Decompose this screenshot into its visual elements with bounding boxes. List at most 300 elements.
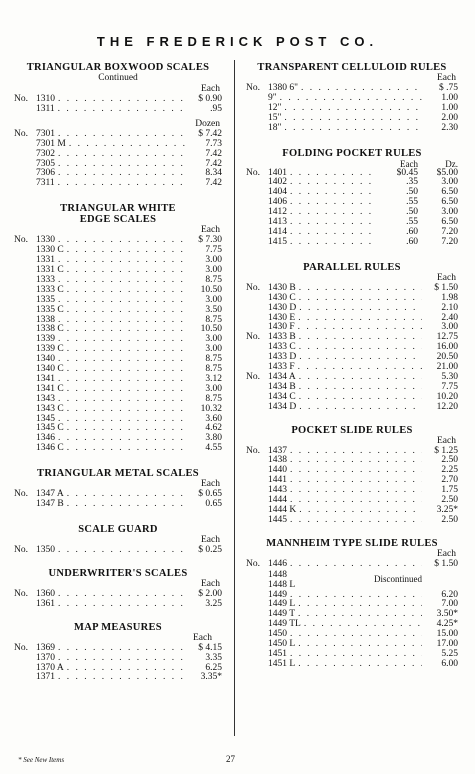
item-price-each: $0.45	[396, 167, 418, 178]
leader-dots	[290, 198, 378, 208]
item-price: $ 1.50	[434, 558, 458, 569]
item-price: 8.75	[205, 393, 222, 404]
leader-dots	[58, 355, 186, 365]
leader-dots	[67, 365, 186, 375]
item-price: 1.00	[441, 102, 458, 113]
item-number: 1434 B	[268, 381, 296, 392]
leader-dots	[58, 335, 186, 345]
item-price: 7.75	[205, 245, 222, 256]
unit-label: Each	[201, 535, 220, 545]
leader-dots	[290, 228, 378, 238]
item-price: 3.50*	[436, 609, 458, 620]
price-row	[14, 105, 222, 115]
item-number: 1361	[36, 598, 55, 609]
price-list	[246, 560, 458, 670]
leader-dots	[67, 490, 186, 500]
item-price: 3.35*	[200, 672, 222, 683]
item-number: 1335 C	[36, 304, 64, 315]
item-price: 2.25	[441, 465, 458, 476]
item-number: 1330	[36, 235, 55, 246]
item-number: 1451 L	[268, 658, 296, 669]
leader-dots	[290, 238, 378, 248]
item-number: 1340	[36, 354, 55, 365]
item-price: 10.50	[200, 284, 222, 295]
item-price: 3.50	[205, 304, 222, 315]
item-price: 4.25*	[436, 619, 458, 630]
item-price-each: .55	[406, 197, 418, 208]
item-number: 1438	[268, 455, 287, 466]
item-price: 3.00	[205, 264, 222, 275]
item-number: 18"	[268, 122, 282, 133]
item-price: $ .75	[439, 83, 458, 93]
item-price: 20.50	[436, 352, 458, 363]
leader-dots	[58, 395, 186, 405]
item-price: 21.00	[436, 362, 458, 373]
item-price: 2.40	[441, 312, 458, 323]
footnote: * See New Items	[18, 756, 65, 764]
item-number: 1445	[268, 514, 287, 525]
leader-dots	[290, 466, 422, 476]
item-number: 1346 C	[36, 443, 64, 454]
section-title: PARALLEL RULES	[303, 261, 401, 273]
unit-label: Each	[437, 272, 456, 283]
item-number: 7305	[36, 158, 55, 169]
item-number: 1347 A	[36, 489, 64, 500]
item-prefix: No.	[14, 94, 28, 104]
item-number: 1341 C	[36, 383, 64, 394]
item-number: 1449	[268, 589, 287, 600]
leader-dots	[290, 560, 422, 570]
leader-dots	[299, 393, 422, 403]
item-number: 1449 TL	[268, 619, 301, 630]
leader-dots	[284, 104, 422, 114]
item-number: 1414	[268, 226, 287, 237]
item-price: 3.00	[205, 255, 222, 266]
item-number: 1343 C	[36, 403, 64, 414]
section-title: POCKET SLIDE RULES	[291, 424, 413, 436]
column-divider	[234, 60, 235, 736]
item-number: 1406	[268, 197, 287, 208]
item-price: 3.25	[205, 598, 222, 609]
item-number: 1440	[268, 465, 287, 476]
item-number: 1343	[36, 393, 55, 404]
price-list	[14, 546, 222, 556]
section-title: TRANSPARENT CELLULOID RULES	[257, 62, 447, 73]
item-price: 6.00	[441, 658, 458, 669]
price-row	[246, 124, 458, 134]
item-number: 1330 C	[36, 245, 64, 256]
item-price-each: .50	[406, 187, 418, 198]
page-title: THE FREDERICK POST CO.	[96, 34, 379, 49]
leader-dots	[299, 353, 422, 363]
price-row	[14, 444, 222, 454]
unit-label: Dozen	[195, 118, 220, 129]
item-price-each: .60	[406, 226, 418, 237]
item-price-dozen: 7.20	[441, 226, 458, 237]
item-price: 3.80	[205, 433, 222, 444]
item-number: 1448	[268, 569, 287, 580]
leader-dots	[58, 316, 186, 326]
price-list	[14, 130, 222, 189]
item-number: 1345 C	[36, 423, 64, 434]
item-price: 4.55	[205, 443, 222, 454]
price-list	[246, 169, 458, 248]
leader-dots	[298, 363, 422, 373]
section-title: FOLDING POCKET RULES	[282, 147, 422, 159]
section-folding-pocket	[246, 148, 458, 248]
leader-dots	[58, 434, 186, 444]
section-parallel	[246, 262, 458, 413]
leader-dots	[67, 246, 186, 256]
item-number: 1413	[268, 217, 287, 228]
item-price: 3.35	[205, 652, 222, 663]
item-number: 1433 F	[268, 362, 295, 373]
item-prefix: No.	[14, 642, 28, 653]
leader-dots	[299, 284, 422, 294]
leader-dots	[58, 654, 186, 664]
item-price: 5.25	[441, 648, 458, 659]
price-list	[246, 284, 458, 413]
section-title: TRIANGULAR WHITE EDGE SCALES	[60, 203, 176, 226]
leader-dots	[67, 306, 186, 316]
price-row	[246, 569, 458, 584]
item-price-each: .60	[406, 236, 418, 247]
item-number: 1310	[36, 94, 55, 104]
item-prefix: No.	[14, 128, 28, 139]
item-number: 1433 B	[268, 332, 296, 343]
price-row	[14, 500, 222, 510]
leader-dots	[284, 114, 422, 124]
price-row	[14, 673, 222, 683]
item-number: 1441	[268, 475, 287, 486]
item-number: 1430 D	[268, 302, 297, 313]
item-price: 8.75	[205, 274, 222, 285]
unit-label: Each	[201, 578, 220, 589]
item-prefix: No.	[246, 371, 260, 382]
section-pocket-slide	[246, 425, 458, 526]
price-list	[246, 447, 458, 526]
item-number: 1450 L	[268, 639, 296, 650]
page-number: 27	[226, 754, 235, 764]
item-price: $ 0.90	[198, 94, 222, 104]
item-number: 1338	[36, 314, 55, 325]
item-prefix: No.	[246, 83, 260, 93]
price-row	[246, 403, 458, 413]
leader-dots	[298, 640, 422, 650]
leader-dots	[58, 169, 186, 179]
item-price: $ 1.50	[434, 282, 458, 293]
leader-dots	[58, 276, 186, 286]
item-number: 1444 K	[268, 505, 297, 515]
leader-dots	[298, 660, 422, 670]
item-number: 1370 A	[36, 662, 64, 673]
leader-dots	[290, 447, 422, 457]
section-subtitle: Continued	[98, 73, 138, 83]
item-number: 1311	[36, 103, 55, 114]
unit-label: Each	[437, 435, 456, 446]
unit-label: Each	[201, 479, 220, 490]
section-triangular-white-edge	[14, 203, 222, 454]
leader-dots	[58, 296, 186, 306]
leader-dots	[299, 304, 422, 314]
leader-dots	[67, 345, 186, 355]
item-number: 9"	[268, 92, 277, 103]
item-number: 1340 C	[36, 364, 64, 375]
item-price: $ 0.65	[198, 489, 222, 500]
item-prefix: No.	[14, 489, 28, 500]
section-title: TRIANGULAR METAL SCALES	[37, 468, 199, 480]
item-number: 1371	[36, 672, 55, 683]
leader-dots	[58, 160, 186, 170]
leader-dots	[67, 385, 186, 395]
item-price: 12.20	[436, 401, 458, 412]
item-number: 7301	[36, 128, 55, 139]
item-number: 15"	[268, 112, 282, 123]
price-row	[246, 84, 458, 94]
item-price: 17.00	[436, 639, 458, 650]
item-number: 1451	[268, 648, 287, 659]
unit-label-dozen: Dz.	[445, 158, 458, 169]
item-price: 3.60	[205, 413, 222, 424]
price-list	[14, 490, 222, 510]
item-price: 8.75	[205, 354, 222, 365]
item-number: 1404	[268, 187, 287, 198]
item-price: 7.42	[205, 158, 222, 169]
item-number: 1430 C	[268, 292, 296, 303]
item-number: 1446	[268, 558, 287, 569]
item-prefix: No.	[14, 545, 28, 555]
item-price: $ 7.30	[198, 235, 222, 246]
leader-dots	[304, 620, 422, 630]
leader-dots	[299, 333, 422, 343]
item-number: 1437	[268, 445, 287, 456]
item-price: 1.00	[441, 92, 458, 103]
item-price: 10.32	[200, 403, 222, 414]
leader-dots	[290, 178, 378, 188]
leader-dots	[67, 286, 186, 296]
unit-label: Each	[437, 73, 456, 83]
item-number: 1434 C	[268, 391, 296, 402]
item-price: $ 2.00	[198, 588, 222, 599]
item-price: 5.30	[441, 371, 458, 382]
price-row	[14, 179, 222, 189]
section-title: UNDERWRITER'S SCALES	[48, 567, 188, 579]
item-number: 7302	[36, 148, 55, 159]
section-underwriters	[14, 568, 222, 610]
leader-dots	[299, 403, 422, 413]
item-price: 2.10	[441, 302, 458, 313]
item-price-dozen: 6.50	[441, 197, 458, 208]
leader-dots	[299, 373, 422, 383]
item-number: 1339	[36, 334, 55, 345]
item-price: 10.50	[200, 324, 222, 335]
leader-dots	[67, 266, 186, 276]
item-number: 1347 B	[36, 499, 64, 510]
leader-dots	[67, 500, 186, 510]
leader-dots	[58, 600, 186, 610]
item-number: 1444	[268, 495, 287, 506]
section-title: MAP MEASURES	[74, 621, 162, 633]
item-price-each: .35	[406, 177, 418, 188]
leader-dots	[67, 444, 186, 454]
item-number: 1450	[268, 629, 287, 640]
item-price: $ 1.25	[434, 445, 458, 456]
item-number: 1339 C	[36, 344, 64, 355]
item-number: 7301 M	[36, 138, 66, 149]
leader-dots	[67, 424, 186, 434]
leader-dots	[290, 476, 422, 486]
item-price: 7.75	[441, 381, 458, 392]
item-price: 3.25*	[436, 505, 458, 515]
item-price-dozen: 3.00	[441, 177, 458, 188]
item-number: 1433 C	[268, 342, 296, 353]
item-number: 12"	[268, 102, 282, 113]
item-price-each: .50	[406, 207, 418, 218]
item-number: 1333	[36, 274, 55, 285]
item-number: 1412	[268, 207, 287, 218]
item-price: 6.20	[441, 589, 458, 600]
item-prefix: No.	[246, 282, 260, 293]
item-number: 1341	[36, 373, 55, 384]
section-triangular-metal	[14, 468, 222, 510]
item-price: 7.42	[205, 178, 222, 189]
leader-dots	[298, 600, 422, 610]
leader-dots	[58, 105, 186, 115]
item-number: 1346	[36, 433, 55, 444]
item-number: 1345	[36, 413, 55, 424]
item-number: 1430 F	[268, 322, 295, 333]
leader-dots	[58, 546, 186, 556]
item-number: 1443	[268, 485, 287, 496]
price-list	[14, 644, 222, 684]
item-price: $ 7.42	[198, 128, 222, 139]
item-number: 1401	[268, 167, 287, 178]
item-number: 1360	[36, 588, 55, 599]
item-number: 1430 B	[268, 282, 296, 293]
item-price: 3.12	[205, 373, 222, 384]
leader-dots	[299, 506, 422, 516]
leader-dots	[58, 644, 186, 654]
item-prefix: No.	[14, 588, 28, 599]
leader-dots	[67, 325, 186, 335]
item-price: 3.00	[205, 294, 222, 305]
right-column	[246, 62, 458, 680]
section-title: SCALE GUARD	[78, 524, 158, 535]
price-list	[246, 84, 458, 134]
price-row	[246, 304, 458, 314]
item-price: 3.00	[205, 334, 222, 345]
item-price: 8.75	[205, 364, 222, 375]
leader-dots	[299, 383, 422, 393]
item-price: 3.00	[205, 383, 222, 394]
item-price: .95	[210, 103, 222, 114]
item-prefix: No.	[246, 167, 260, 178]
leader-dots	[58, 590, 186, 600]
leader-dots	[67, 405, 186, 415]
unit-label: Each	[437, 548, 456, 559]
leader-dots	[290, 169, 378, 179]
leader-dots	[290, 496, 422, 506]
leader-dots	[290, 188, 378, 198]
leader-dots	[298, 610, 422, 620]
item-price: 10.20	[436, 391, 458, 402]
leader-dots	[298, 323, 422, 333]
price-row	[14, 546, 222, 556]
item-prefix: No.	[246, 445, 260, 456]
item-number: 1370	[36, 652, 55, 663]
item-prefix: No.	[246, 332, 260, 343]
leader-dots	[298, 314, 422, 324]
leader-dots	[290, 591, 422, 601]
leader-dots	[58, 375, 186, 385]
section-title: MANNHEIM TYPE SLIDE RULES	[266, 537, 438, 549]
leader-dots	[58, 179, 186, 189]
item-number: 1434 D	[268, 401, 297, 412]
item-price-dozen: 6.50	[441, 187, 458, 198]
section-mannheim	[246, 538, 458, 670]
item-price: 7.00	[441, 599, 458, 610]
item-number: 1449 L	[268, 599, 296, 610]
discontinued-note: Discontinued	[374, 573, 422, 584]
unit-label: Each	[193, 632, 212, 643]
item-price: 2.00	[441, 112, 458, 123]
price-row	[246, 238, 458, 248]
price-row	[14, 600, 222, 610]
item-price-dozen: 6.50	[441, 217, 458, 228]
leader-dots	[290, 650, 422, 660]
item-prefix: No.	[246, 558, 260, 569]
leader-dots	[58, 150, 186, 160]
leader-dots	[58, 95, 186, 105]
price-row	[246, 560, 458, 570]
item-price: 7.73	[205, 138, 222, 149]
item-number: 1335	[36, 294, 55, 305]
item-number: 1350	[36, 545, 55, 555]
item-number: 1430 E	[268, 312, 296, 323]
leader-dots	[290, 218, 378, 228]
item-number: 1434 A	[268, 371, 296, 382]
section-transparent-celluloid	[246, 62, 458, 134]
item-price: 2.70	[441, 475, 458, 486]
leader-dots	[284, 124, 422, 134]
unit-label: Each	[201, 84, 220, 94]
item-price-each: .55	[406, 217, 418, 228]
item-number: 1449 T	[268, 609, 296, 620]
item-price: 12.75	[436, 332, 458, 343]
item-price: 8.34	[205, 168, 222, 179]
item-number: 1433 D	[268, 352, 297, 363]
item-price: 6.25	[205, 662, 222, 673]
item-number: 1380 6"	[268, 83, 299, 93]
leader-dots	[58, 256, 186, 266]
item-price: 2.30	[441, 122, 458, 133]
price-list	[14, 590, 222, 610]
section-title: TRIANGULAR BOXWOOD SCALES	[26, 62, 210, 73]
item-number: 7311	[36, 178, 55, 189]
item-price: 0.65	[205, 499, 222, 510]
item-price-dozen: $5.00	[436, 167, 458, 178]
item-price: 2.50	[441, 455, 458, 466]
item-price: 1.98	[441, 292, 458, 303]
price-list	[14, 236, 222, 454]
item-number: 1331 C	[36, 264, 64, 275]
leader-dots	[58, 673, 186, 683]
item-number: 1338 C	[36, 324, 64, 335]
leader-dots	[67, 664, 186, 674]
item-price-dozen: 3.00	[441, 207, 458, 218]
item-number: 1402	[268, 177, 287, 188]
leader-dots	[301, 84, 422, 94]
